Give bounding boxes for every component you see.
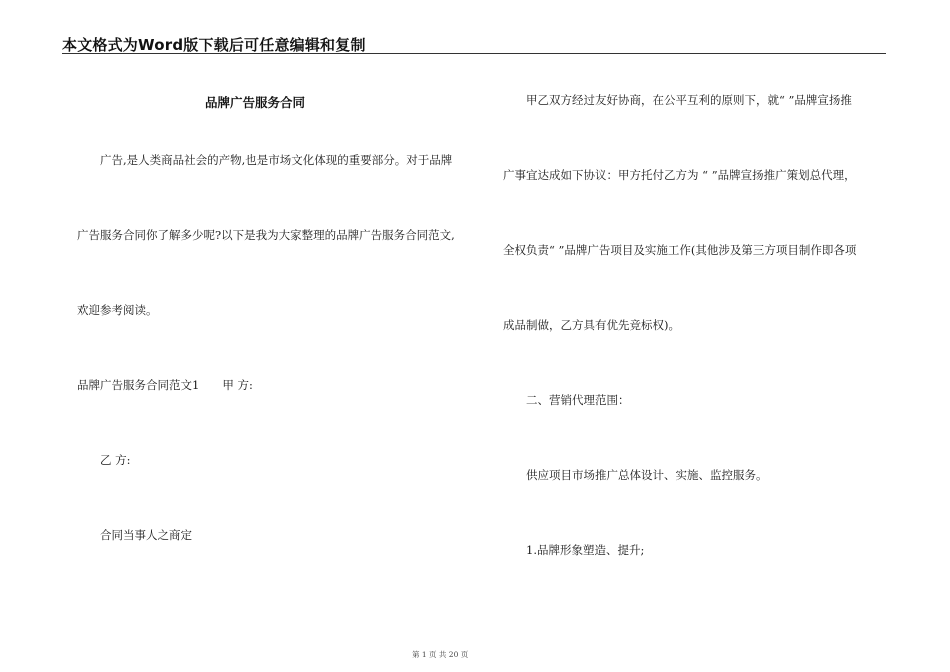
paragraph-line: 成品制做，乙方具有优先竞标权)。 [503,318,680,332]
list-item: 1.品牌形象塑造、提升; [526,543,645,557]
paragraph-line: 广告服务合同你了解多少呢?以下是我为大家整理的品牌广告服务合同范文, [77,228,455,242]
section-heading: 二、营销代理范围： [526,393,630,407]
header-divider [62,53,886,54]
paragraph-line: 品牌广告服务合同范文1 甲 方: [77,378,253,392]
paragraph-line: 甲乙双方经过友好协商，在公平互利的原则下，就“ ”品牌宣扬推 [526,93,852,107]
paragraph-line: 全权负责“ ”品牌广告项目及实施工作(其他涉及第三方项目制作即各项 [503,243,857,257]
paragraph-line: 广事宜达成如下协议：甲方托付乙方为 “ ”品牌宣扬推广策划总代理， [503,168,856,182]
paragraph-line: 广告,是人类商品社会的产物,也是市场文化体现的重要部分。对于品牌 [100,153,453,167]
paragraph-line: 合同当事人之商定 [100,528,192,542]
document-title: 品牌广告服务合同 [205,95,306,110]
page-number: 第 1 页 共 20 页 [412,650,469,659]
document-header-banner: 本文格式为Word版下载后可任意编辑和复制 [62,36,366,54]
paragraph-line: 供应项目市场推广总体设计、实施、监控服务。 [526,468,768,482]
paragraph-line: 欢迎参考阅读。 [77,303,158,317]
paragraph-line: 乙 方: [100,453,131,467]
